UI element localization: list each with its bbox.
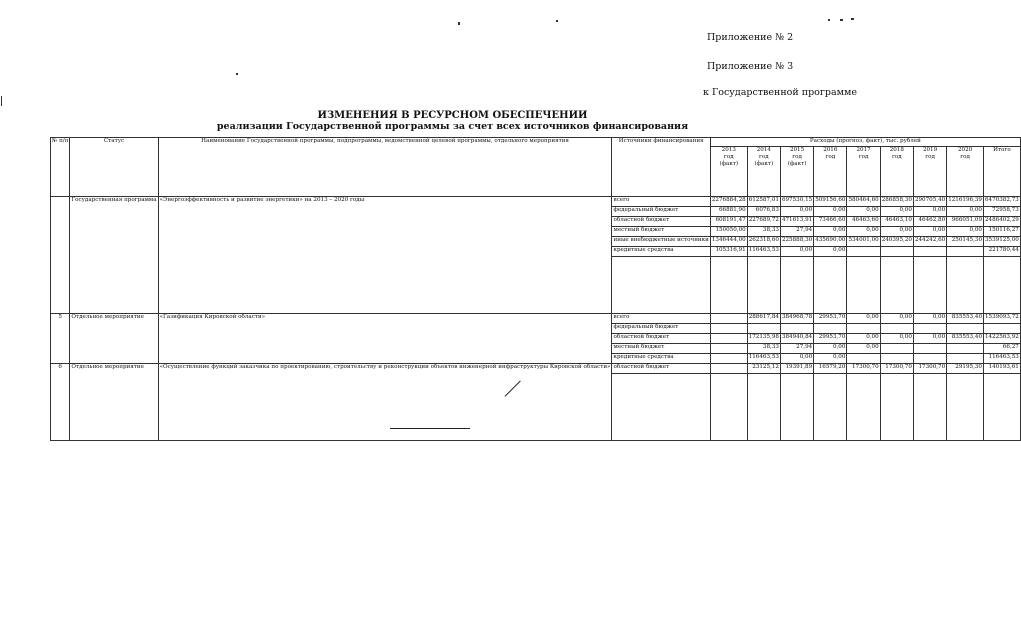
header-program-name: Наименование Государственной программы, подпрограммы, ведомственной целевой программы, отдельного мероприятия [158, 138, 612, 197]
document-subtitle: реализации Государственной программы за счет всех источников финансирования [216, 121, 689, 132]
value-cell: 0,00 [847, 207, 880, 217]
value-cell: 0,00 [947, 227, 984, 237]
year-header-text: (факт) [787, 161, 807, 167]
year-header-text: год [723, 154, 734, 160]
year-header-text [815, 161, 845, 168]
year-header-text: (факт) [754, 161, 774, 167]
value-cell: 0,00 [847, 314, 880, 324]
value-cell [710, 344, 747, 354]
value-cell [847, 247, 880, 257]
value-cell: 38,33 [747, 344, 780, 354]
resource-changes-table [50, 137, 1021, 441]
year-header-0 [710, 147, 747, 197]
empty-cell [913, 374, 946, 441]
value-cell: 23125,12 [747, 364, 780, 374]
value-cell [710, 324, 747, 334]
value-cell: 0,00 [780, 247, 813, 257]
value-cell: 116463,53 [747, 354, 780, 364]
value-cell [814, 324, 847, 334]
value-cell [947, 247, 984, 257]
value-cell: 0,00 [847, 344, 880, 354]
funding-source-cell: областной бюджет [612, 217, 710, 227]
total-value-cell: 66,27 [984, 344, 1021, 354]
value-cell [710, 314, 747, 324]
empty-cell [847, 257, 880, 314]
value-cell [913, 247, 946, 257]
value-cell: 835553,40 [947, 334, 984, 344]
empty-cell [710, 374, 747, 441]
value-cell: 27,94 [780, 344, 813, 354]
value-cell: 46463,60 [847, 217, 880, 227]
year-header-4 [847, 147, 880, 197]
value-cell: 150050,00 [710, 227, 747, 237]
program-reference-label: к Государственной программе [703, 87, 858, 98]
value-cell: 286858,30 [880, 197, 913, 207]
group-num [51, 197, 70, 314]
year-header-text: 2017 [856, 147, 871, 153]
funding-source-cell: местный бюджет [612, 227, 710, 237]
total-value-cell: 221780,44 [984, 247, 1021, 257]
value-cell: 608191,47 [710, 217, 747, 227]
appendix-2-label: Приложение № 2 [707, 32, 794, 43]
group-program-name: «Осуществление функций заказчика по проектированию, строительству и реконструкции объектов инженерной инфраструктуры Кировской области» [158, 364, 612, 441]
year-header-text: (факт) [719, 161, 739, 167]
value-cell: 46462,80 [913, 217, 946, 227]
value-cell [947, 354, 984, 364]
empty-cell [947, 257, 984, 314]
value-cell: 0,00 [913, 207, 946, 217]
value-cell: 73466,60 [814, 217, 847, 227]
value-cell [710, 334, 747, 344]
header-num: № п/п [51, 138, 70, 197]
value-cell: 116463,53 [747, 247, 780, 257]
year-header-text: 2019 [922, 147, 938, 153]
value-cell [880, 344, 913, 354]
year-header-text: 2018 [889, 147, 904, 153]
value-cell: 966051,09 [947, 217, 984, 227]
table-row [51, 197, 1021, 207]
scan-speck [840, 19, 843, 21]
value-cell [847, 324, 880, 334]
funding-source-cell: федеральный бюджет [612, 324, 710, 334]
value-cell: 0,00 [880, 207, 913, 217]
empty-cell [913, 257, 946, 314]
value-cell [913, 324, 946, 334]
value-cell: 0,00 [947, 207, 984, 217]
value-cell [880, 247, 913, 257]
year-header-5 [880, 147, 913, 197]
value-cell [947, 344, 984, 354]
value-cell: 19391,89 [780, 364, 813, 374]
year-header-text: год [825, 154, 836, 160]
year-header-text: год [891, 154, 902, 160]
value-cell: 46463,10 [880, 217, 913, 227]
group-status: Отдельное мероприятие [70, 314, 158, 364]
empty-cell [612, 374, 710, 441]
signature-line [390, 428, 470, 429]
funding-source-cell: федеральный бюджет [612, 207, 710, 217]
year-header-3 [814, 147, 847, 197]
total-value-cell: 1539093,72 [984, 314, 1021, 324]
year-header-text: год [758, 154, 769, 160]
scan-speck [236, 73, 238, 75]
value-cell: 0,00 [814, 344, 847, 354]
empty-cell [814, 257, 847, 314]
funding-source-cell: всего [612, 197, 710, 207]
value-cell: 6076,83 [747, 207, 780, 217]
funding-source-cell: иные внебюджетные источники [612, 237, 710, 247]
value-cell: 288617,84 [747, 314, 780, 324]
value-cell [847, 354, 880, 364]
value-cell: 227689,72 [747, 217, 780, 227]
table-row [51, 364, 1021, 374]
value-cell: 697530,15 [780, 197, 813, 207]
value-cell: 105316,91 [710, 247, 747, 257]
value-cell: 17300,70 [913, 364, 946, 374]
empty-cell [947, 374, 984, 441]
value-cell: 0,00 [913, 314, 946, 324]
scan-speck [828, 19, 830, 21]
value-cell: 835553,40 [947, 314, 984, 324]
year-header-text: 2020 [957, 147, 973, 153]
group-program-name: «Энергоэффективность и развитие энергетики» на 2013 – 2020 годы [158, 197, 612, 314]
funding-source-cell: областной бюджет [612, 334, 710, 344]
value-cell: 1216196,39 [947, 197, 984, 207]
total-value-cell: 2486402,29 [984, 217, 1021, 227]
empty-cell [747, 374, 780, 441]
value-cell: 27,94 [780, 227, 813, 237]
empty-cell [880, 374, 913, 441]
header-total: Итого [984, 147, 1021, 197]
empty-cell [984, 257, 1021, 314]
year-header-1 [747, 147, 780, 197]
year-header-text: год [960, 154, 970, 160]
year-header-text: 2015 [789, 147, 805, 153]
total-value-cell: 3539125,00 [984, 237, 1021, 247]
value-cell: 384940,84 [780, 334, 813, 344]
value-cell: 0,00 [913, 334, 946, 344]
value-cell: 0,00 [814, 227, 847, 237]
empty-cell [814, 374, 847, 441]
value-cell [947, 324, 984, 334]
total-value-cell: 140193,61 [984, 364, 1021, 374]
value-cell: 240395,20 [880, 237, 913, 247]
empty-cell [710, 257, 747, 314]
value-cell: 38,33 [747, 227, 780, 237]
year-header-text: год [925, 154, 935, 160]
year-header-2 [780, 147, 813, 197]
year-header-text: 2016 [823, 147, 838, 153]
value-cell: 29195,30 [947, 364, 984, 374]
value-cell: 0,00 [880, 314, 913, 324]
value-cell: 1346444,00 [710, 237, 747, 247]
value-cell: 66881,90 [710, 207, 747, 217]
value-cell [710, 364, 747, 374]
year-header-text [915, 161, 945, 168]
empty-cell [880, 257, 913, 314]
year-header-text: 2014 [756, 147, 771, 153]
year-header-text [882, 161, 912, 168]
value-cell: 384968,78 [780, 314, 813, 324]
value-cell [913, 354, 946, 364]
value-cell: 16579,20 [814, 364, 847, 374]
total-value-cell: 72958,73 [984, 207, 1021, 217]
header-status: Статус [70, 138, 158, 197]
value-cell: 0,00 [847, 227, 880, 237]
scan-speck [1, 96, 2, 106]
empty-cell [847, 374, 880, 441]
funding-source-cell: кредитные средства [612, 354, 710, 364]
value-cell [747, 324, 780, 334]
empty-cell [780, 257, 813, 314]
value-cell: 0,00 [880, 227, 913, 237]
value-cell: 612587,01 [747, 197, 780, 207]
year-header-text [948, 161, 982, 168]
value-cell [913, 344, 946, 354]
empty-cell [984, 374, 1021, 441]
value-cell: 250145,30 [947, 237, 984, 247]
value-cell: 0,00 [913, 227, 946, 237]
empty-cell [780, 374, 813, 441]
empty-cell [612, 257, 710, 314]
year-header-text: 2013 [721, 147, 736, 153]
year-header-6 [913, 147, 946, 197]
year-header-text [848, 161, 878, 168]
value-cell: 17300,70 [880, 364, 913, 374]
funding-source-cell: кредитные средства [612, 247, 710, 257]
year-header-7 [947, 147, 984, 197]
value-cell: 0,00 [814, 354, 847, 364]
total-value-cell: 150116,27 [984, 227, 1021, 237]
value-cell: 0,00 [847, 334, 880, 344]
value-cell [710, 354, 747, 364]
header-funding-source: Источники финансирования [612, 138, 710, 197]
group-status: Отдельное мероприятие [70, 364, 158, 441]
value-cell: 290705,40 [913, 197, 946, 207]
value-cell: 172135,98 [747, 334, 780, 344]
scan-speck [458, 22, 460, 25]
value-cell: 225888,30 [780, 237, 813, 247]
funding-source-cell: местный бюджет [612, 344, 710, 354]
value-cell: 29953,70 [814, 334, 847, 344]
funding-source-cell: всего [612, 314, 710, 324]
total-value-cell: 6470382,73 [984, 197, 1021, 207]
scan-speck [851, 18, 854, 20]
value-cell: 0,00 [780, 354, 813, 364]
total-value-cell: 116463,53 [984, 354, 1021, 364]
group-num: 5 [51, 314, 70, 364]
document-title: ИЗМЕНЕНИЯ В РЕСУРСНОМ ОБЕСПЕЧЕНИИ [317, 110, 588, 121]
funding-source-cell: областной бюджет [612, 364, 710, 374]
header-expenses: Расходы (прогноз, факт), тыс. рублей [710, 138, 1020, 147]
group-status: Государственная программа [70, 197, 158, 314]
value-cell [880, 324, 913, 334]
year-header-text: год [858, 154, 869, 160]
value-cell: 2276884,28 [710, 197, 747, 207]
value-cell: 435690,00 [814, 237, 847, 247]
scan-speck [556, 20, 558, 22]
value-cell: 0,00 [880, 334, 913, 344]
value-cell: 580464,60 [847, 197, 880, 207]
value-cell: 0,00 [814, 207, 847, 217]
empty-cell [747, 257, 780, 314]
group-num: 6 [51, 364, 70, 441]
value-cell: 534001,00 [847, 237, 880, 247]
value-cell: 244242,60 [913, 237, 946, 247]
value-cell: 509156,60 [814, 197, 847, 207]
value-cell: 0,00 [814, 247, 847, 257]
table-row [51, 314, 1021, 324]
group-program-name: «Газификация Кировской области» [158, 314, 612, 364]
appendix-3-label: Приложение № 3 [707, 61, 794, 72]
value-cell: 0,00 [780, 207, 813, 217]
value-cell: 262318,60 [747, 237, 780, 247]
value-cell: 17300,70 [847, 364, 880, 374]
value-cell [780, 324, 813, 334]
total-value-cell: 1422563,92 [984, 334, 1021, 344]
value-cell [880, 354, 913, 364]
total-value-cell [984, 324, 1021, 334]
value-cell: 29953,70 [814, 314, 847, 324]
value-cell: 471613,91 [780, 217, 813, 227]
year-header-text: год [792, 154, 802, 160]
